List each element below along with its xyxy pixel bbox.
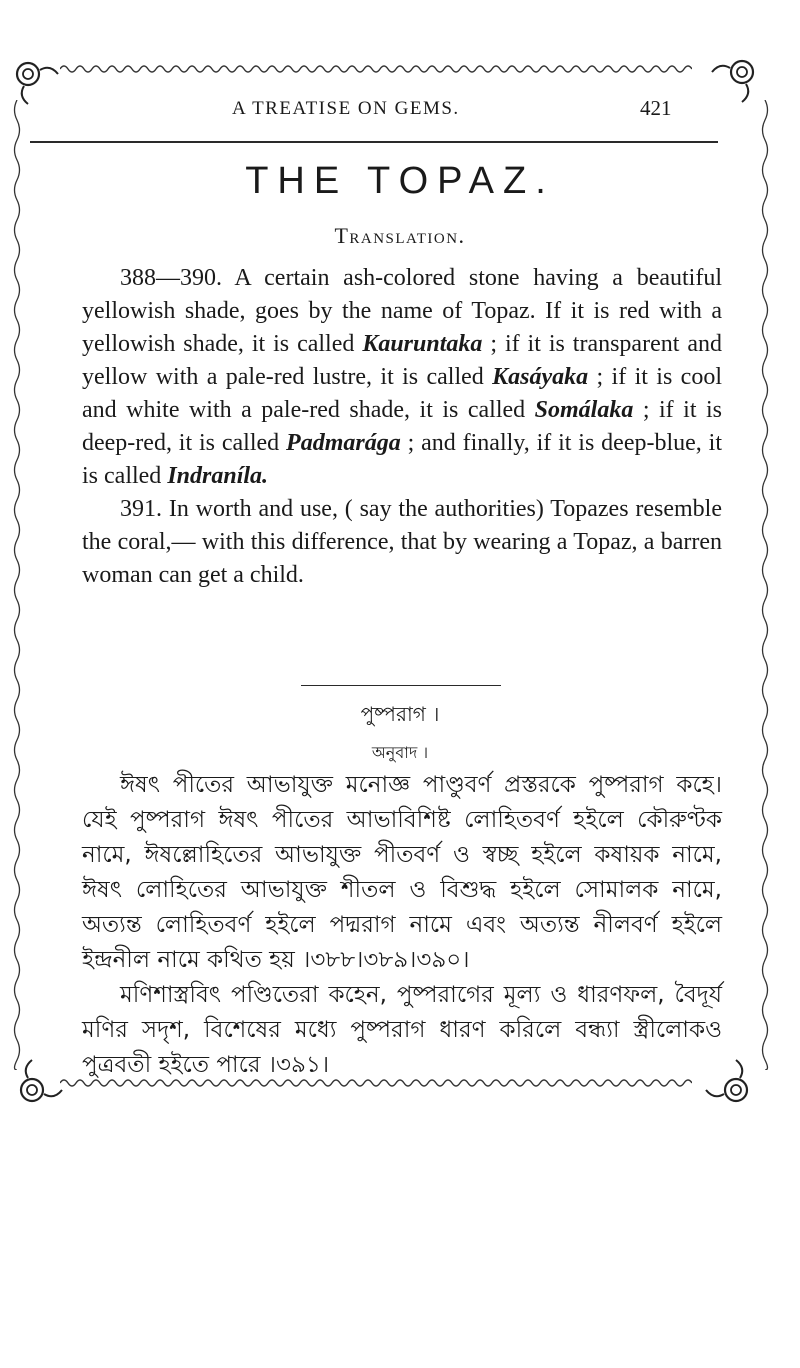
gem-name: Somálaka (534, 397, 634, 423)
text-run: ; if it is cool and white with a pale-red shade, it is called (82, 364, 722, 423)
header-rule (30, 141, 718, 143)
text-run: ; if it is deep-red, it is called (82, 397, 723, 456)
bengali-paragraph-2: মণিশাস্ত্রবিৎ পণ্ডিতেরা কহেন, পুষ্পরাগের মূল্য ও ধারণফল, বৈদূর্য মণির সদৃশ, বিশেষের মধ্যে পুষ্পরাগ ধারণ করিলে বন্ধ্যা স্ত্রীলোকও পুত্রবতী হইতে পারে ।৩৯১। (82, 982, 722, 1078)
border-top-ornament (60, 60, 692, 78)
english-translation (82, 262, 722, 592)
text-run: 388—390. A certain ash-colored stone having a beautiful yellowish shade, goes by the name of Topaz. If it is red with a yellowish shade, it is called (82, 265, 722, 357)
text-run: ; and finally, if it is deep-blue, it is called (82, 430, 723, 489)
page-title: THE TOPAZ. (245, 160, 555, 202)
bengali-heading: পুষ্পরাগ । (360, 702, 440, 726)
paragraph-391: 391. In worth and use, ( say the authorities) Topazes resemble the coral,— with this difference, that by wearing a Topaz, a barren woman can get a child. (82, 496, 722, 588)
page-number: 421 (640, 96, 672, 120)
text-run: ; if it is transparent and yellow with a pale-red lustre, it is called (82, 331, 722, 390)
bengali-subheading: অনুবাদ । (371, 743, 429, 762)
bengali-paragraph-1: ঈষৎ পীতের আভাযুক্ত মনোজ্ঞ পাণ্ডুবর্ণ প্রস্তরকে পুষ্পরাগ কহে। যেই পুষ্পরাগ ঈষৎ পীতের আভাবিশিষ্ট লোহিতবর্ণ হইলে কৌরুণ্টক নামে, ঈষল্লোহিতের আভাযুক্ত পীতবর্ণ ও স্বচ্ছ হইলে কষায়ক নামে, ঈষৎ লোহিতের আভাযুক্ত শীতল ও বিশুদ্ধ হইলে সোমালক নামে, অত্যন্ত লোহিতবর্ণ হইলে পদ্মরাগ নামে এবং অত্যন্ত নীলবর্ণ হইলে ইন্দ্রনীল নামে কথিত হয় ।৩৮৮।৩৮৯।৩৯০। (82, 772, 722, 973)
section-divider (301, 685, 501, 686)
gem-name: Kasáyaka (492, 364, 589, 390)
gem-name: Padmarága (286, 430, 401, 456)
section-subtitle: Translation. (334, 223, 466, 248)
bengali-text (82, 768, 722, 1083)
running-head (0, 96, 800, 126)
running-title: A TREATISE ON GEMS. (232, 98, 460, 119)
gem-name: Indraníla. (167, 463, 269, 489)
ornament-corner-icon (18, 1058, 64, 1104)
gem-name: Kauruntaka (362, 331, 483, 357)
paragraph-388-390 (82, 262, 722, 493)
